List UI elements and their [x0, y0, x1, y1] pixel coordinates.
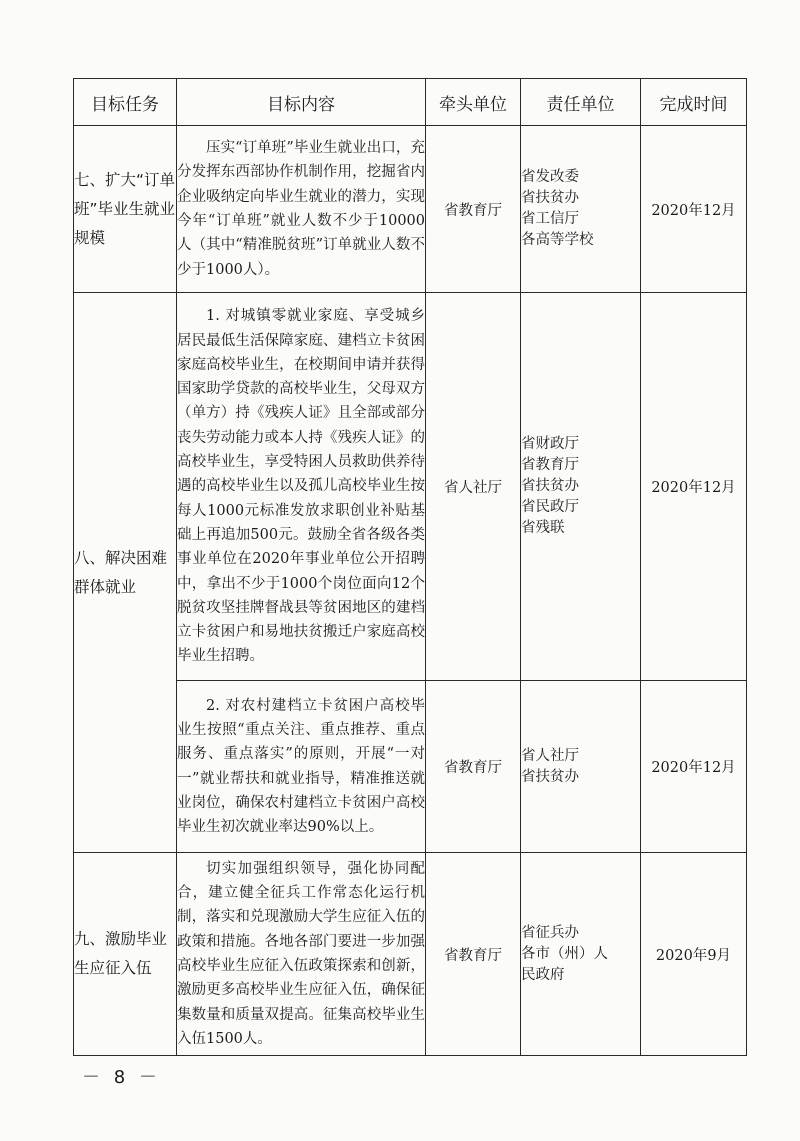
- responsible-unit: 省人社厅: [521, 747, 579, 764]
- responsible-unit: 省扶贫办: [521, 478, 579, 494]
- table-row: [74, 293, 747, 681]
- responsible-unit: 省教育厅: [521, 457, 579, 473]
- task-cell: 九、激励毕业生应征入伍: [74, 853, 177, 1056]
- responsible-unit: 民政府: [521, 966, 565, 983]
- table-row: [74, 853, 747, 1056]
- lead-unit-cell: 省教育厅: [426, 126, 521, 293]
- content-cell: 1. 对城镇零就业家庭、享受城乡居民最低生活保障家庭、建档立卡贫困家庭高校毕业生，在校期间申请并获得国家助学贷款的高校毕业生，父母双方（单方）持《残疾人证》且全部或部分丧失劳动能力或本人持《残疾人证》的高校毕业生，享受特困人员救助供养待遇的高校毕业生以及孤儿高校毕业生按每人1000元标准发放求职创业补贴基础上再追加500元。鼓励全省各级各类事业单位在2020年事业单位公开招聘中，拿出不少于1000个岗位面向12个脱贫攻坚挂牌督战县等贫困地区的建档立卡贫困户和易地扶贫搬迁户家庭高校毕业生招聘。: [177, 293, 426, 681]
- responsible-unit: 省民政厅: [521, 499, 579, 515]
- header-deadline: 完成时间: [641, 79, 747, 126]
- lead-unit-cell: 省教育厅: [426, 681, 521, 853]
- table-header-row: [74, 79, 747, 126]
- responsible-unit: 省发改委: [521, 169, 579, 185]
- responsible-unit: 省扶贫办: [521, 768, 579, 785]
- deadline-cell: 2020年9月: [641, 853, 747, 1056]
- task-table: [73, 78, 747, 1056]
- lead-unit-cell: 省教育厅: [426, 853, 521, 1056]
- header-task: 目标任务: [74, 79, 177, 126]
- deadline-cell: 2020年12月: [641, 126, 747, 293]
- header-lead-unit: 牵头单位: [426, 79, 521, 126]
- content-cell: 压实“订单班”毕业生就业出口，充分发挥东西部协作机制作用，挖掘省内企业吸纳定向毕业生就业的潜力，实现今年“订单班”就业人数不少于10000人（其中“精准脱贫班”订单就业人数不少于1000人）。: [177, 126, 426, 293]
- header-responsible-units: 责任单位: [521, 79, 641, 126]
- responsible-units-cell: [521, 681, 641, 853]
- responsible-unit: 省工信厅: [521, 211, 579, 227]
- lead-unit-cell: 省人社厅: [426, 293, 521, 681]
- task-cell: 八、解决困难群体就业: [74, 293, 177, 853]
- task-cell: 七、扩大“订单班”毕业生就业规模: [74, 126, 177, 293]
- header-content: 目标内容: [177, 79, 426, 126]
- responsible-unit: 省财政厅: [521, 436, 579, 452]
- deadline-cell: 2020年12月: [641, 681, 747, 853]
- responsible-unit: 各市（州）人: [521, 945, 608, 962]
- responsible-units-cell: [521, 126, 641, 293]
- responsible-unit: 各高等学校: [521, 232, 594, 248]
- responsible-units-cell: [521, 853, 641, 1056]
- responsible-units-cell: [521, 293, 641, 681]
- table-row: [74, 126, 747, 293]
- page-number: － 8 －: [82, 1067, 161, 1088]
- responsible-unit: 省残联: [521, 520, 565, 536]
- responsible-unit: 省扶贫办: [521, 190, 579, 206]
- content-cell: 切实加强组织领导，强化协同配合，建立健全征兵工作常态化运行机制，落实和兑现激励大学生应征入伍的政策和措施。各地各部门要进一步加强高校毕业生应征入伍政策探索和创新，激励更多高校毕业生应征入伍，确保征集数量和质量双提高。征集高校毕业生入伍1500人。: [177, 853, 426, 1056]
- content-cell: 2. 对农村建档立卡贫困户高校毕业生按照“重点关注、重点推荐、重点服务、重点落实”的原则，开展“一对一”就业帮扶和就业指导，精准推送就业岗位，确保农村建档立卡贫困户高校毕业生初次就业率达90%以上。: [177, 681, 426, 853]
- deadline-cell: 2020年12月: [641, 293, 747, 681]
- responsible-unit: 省征兵办: [521, 924, 579, 941]
